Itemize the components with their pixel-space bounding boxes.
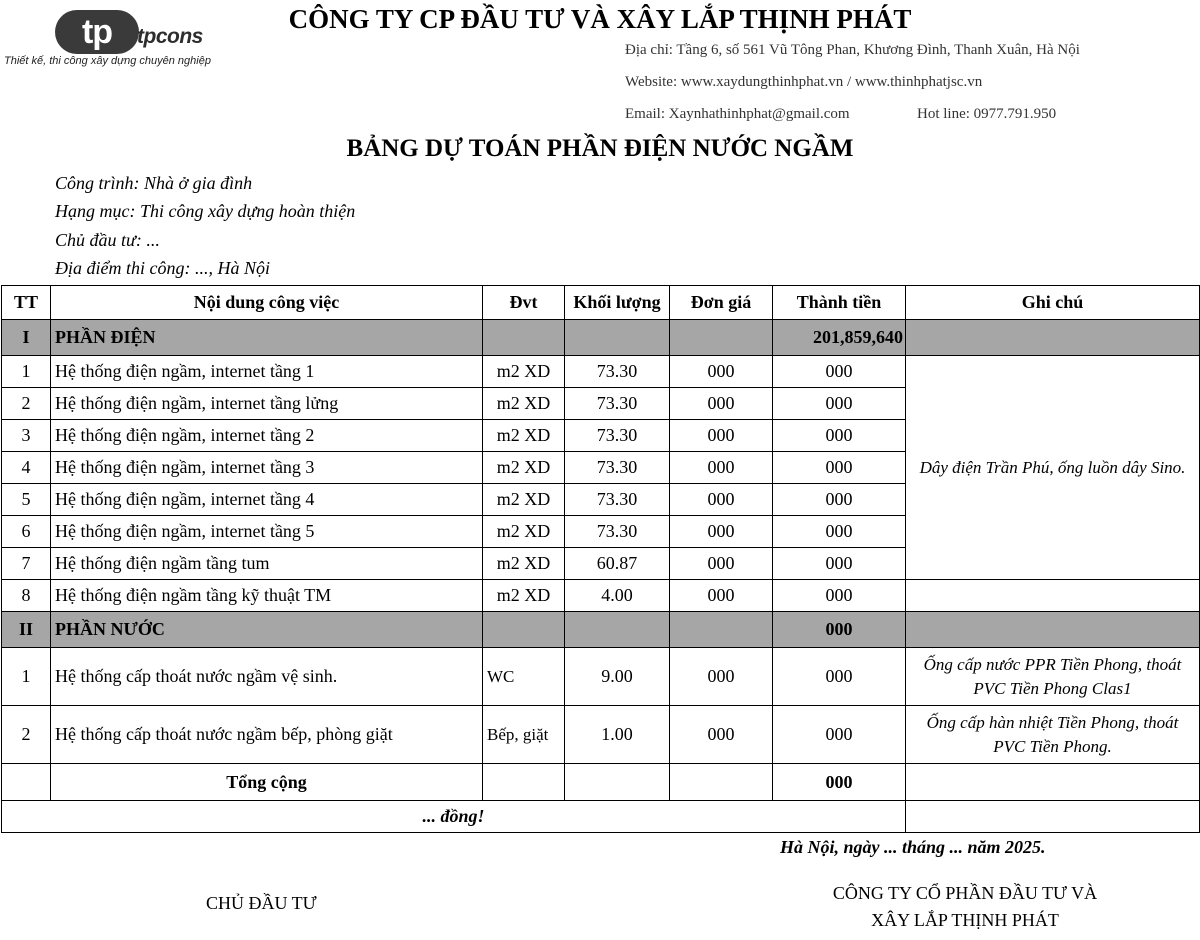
row-number: 5 xyxy=(2,484,51,516)
table-row xyxy=(2,356,1200,388)
electric-note: Dây điện Trần Phú, ống luồn dây Sino. xyxy=(906,356,1200,580)
row-number: 1 xyxy=(2,356,51,388)
row-unit: m2 XD xyxy=(483,548,565,580)
row-amount: 000 xyxy=(773,580,906,612)
header-unit-price: Đơn giá xyxy=(670,286,773,320)
row-quantity: 73.30 xyxy=(565,420,670,452)
row-quantity: 4.00 xyxy=(565,580,670,612)
section-total: 201,859,640 xyxy=(773,320,906,356)
company-email: Email: Xaynhathinhphat@gmail.com xyxy=(625,106,850,122)
investor-signature-label: CHỦ ĐẦU TƯ xyxy=(206,893,317,913)
category-line: Hạng mục: Thi công xây dựng hoàn thiện xyxy=(55,201,356,221)
row-amount: 000 xyxy=(773,420,906,452)
estimate-table xyxy=(1,285,1200,833)
header-tt: TT xyxy=(2,286,51,320)
company-website: Website: www.xaydungthinhphat.vn / www.thinhphatjsc.vn xyxy=(625,74,983,90)
amount-in-words: ... đồng! xyxy=(2,801,906,833)
row-amount: 000 xyxy=(773,548,906,580)
row-number: 1 xyxy=(2,648,51,706)
row-price: 000 xyxy=(670,706,773,764)
row-unit: m2 XD xyxy=(483,388,565,420)
row-quantity: 73.30 xyxy=(565,452,670,484)
row-price: 000 xyxy=(670,388,773,420)
row-price: 000 xyxy=(670,580,773,612)
row-unit: m2 XD xyxy=(483,356,565,388)
table-header-row xyxy=(2,286,1200,320)
location-line: Địa điểm thi công: ..., Hà Nội xyxy=(55,258,270,278)
table-row xyxy=(2,580,1200,612)
document-title: BẢNG DỰ TOÁN PHẦN ĐIỆN NƯỚC NGẦM xyxy=(346,135,854,162)
row-price: 000 xyxy=(670,356,773,388)
row-quantity: 73.30 xyxy=(565,484,670,516)
section-number: II xyxy=(2,612,51,648)
row-unit: m2 XD xyxy=(483,516,565,548)
row-price: 000 xyxy=(670,516,773,548)
row-unit: Bếp, giặt xyxy=(483,706,565,764)
row-amount: 000 xyxy=(773,484,906,516)
row-amount: 000 xyxy=(773,706,906,764)
header-amount: Thành tiền xyxy=(773,286,906,320)
company-logo: tp xyxy=(55,10,139,54)
row-note: Ống cấp hàn nhiệt Tiền Phong, thoát PVC Tiền Phong. xyxy=(906,706,1200,764)
row-number: 4 xyxy=(2,452,51,484)
row-unit: m2 XD xyxy=(483,484,565,516)
row-amount: 000 xyxy=(773,516,906,548)
row-price: 000 xyxy=(670,548,773,580)
row-content: Hệ thống điện ngầm, internet tầng 3 xyxy=(51,452,483,484)
row-content: Hệ thống điện ngầm, internet tầng 1 xyxy=(51,356,483,388)
header-quantity: Khối lượng xyxy=(565,286,670,320)
table-row xyxy=(2,706,1200,764)
row-content: Hệ thống điện ngầm tầng kỹ thuật TM xyxy=(51,580,483,612)
row-number: 3 xyxy=(2,420,51,452)
company-slogan: Thiết kế, thi công xây dựng chuyên nghiệp xyxy=(4,55,211,67)
section-name: PHẦN ĐIỆN xyxy=(51,320,483,356)
row-content: Hệ thống cấp thoát nước ngầm bếp, phòng giặt xyxy=(51,706,483,764)
project-line: Công trình: Nhà ở gia đình xyxy=(55,173,253,193)
row-quantity: 73.30 xyxy=(565,516,670,548)
section-water-row xyxy=(2,612,1200,648)
row-price: 000 xyxy=(670,484,773,516)
row-note: Ống cấp nước PPR Tiền Phong, thoát PVC Tiền Phong Clas1 xyxy=(906,648,1200,706)
row-number: 6 xyxy=(2,516,51,548)
row-quantity: 73.30 xyxy=(565,356,670,388)
section-total: 000 xyxy=(773,612,906,648)
row-number: 2 xyxy=(2,706,51,764)
company-signature-label xyxy=(800,880,1130,934)
row-quantity: 60.87 xyxy=(565,548,670,580)
row-amount: 000 xyxy=(773,356,906,388)
signing-date: Hà Nội, ngày ... tháng ... năm 2025. xyxy=(780,837,1046,857)
section-number: I xyxy=(2,320,51,356)
row-unit: m2 XD xyxy=(483,452,565,484)
row-price: 000 xyxy=(670,648,773,706)
company-sign-line2: XÂY LẮP THỊNH PHÁT xyxy=(871,910,1059,930)
table-row xyxy=(2,648,1200,706)
investor-line: Chủ đầu tư: ... xyxy=(55,230,160,250)
header-content: Nội dung công việc xyxy=(51,286,483,320)
total-value: 000 xyxy=(773,764,906,801)
row-amount: 000 xyxy=(773,452,906,484)
company-hotline: Hot line: 0977.791.950 xyxy=(917,106,1057,122)
logo-wordmark: tpcons xyxy=(137,25,203,48)
row-content: Hệ thống điện ngầm tầng tum xyxy=(51,548,483,580)
row-amount: 000 xyxy=(773,648,906,706)
row-content: Hệ thống điện ngầm, internet tầng lửng xyxy=(51,388,483,420)
row-price: 000 xyxy=(670,452,773,484)
row-quantity: 1.00 xyxy=(565,706,670,764)
amount-in-words-row xyxy=(2,801,1200,833)
row-unit: WC xyxy=(483,648,565,706)
row-quantity: 9.00 xyxy=(565,648,670,706)
total-row xyxy=(2,764,1200,801)
row-content: Hệ thống điện ngầm, internet tầng 2 xyxy=(51,420,483,452)
row-content: Hệ thống điện ngầm, internet tầng 4 xyxy=(51,484,483,516)
row-amount: 000 xyxy=(773,388,906,420)
total-label: Tổng cộng xyxy=(51,764,483,801)
row-quantity: 73.30 xyxy=(565,388,670,420)
row-unit: m2 XD xyxy=(483,420,565,452)
company-name: CÔNG TY CP ĐẦU TƯ VÀ XÂY LẮP THỊNH PHÁT xyxy=(288,4,912,34)
row-number: 8 xyxy=(2,580,51,612)
company-sign-line1: CÔNG TY CỔ PHẦN ĐẦU TƯ VÀ xyxy=(832,883,1098,903)
row-number: 2 xyxy=(2,388,51,420)
section-electric-row xyxy=(2,320,1200,356)
header-unit: Đvt xyxy=(483,286,565,320)
row-price: 000 xyxy=(670,420,773,452)
company-address: Địa chỉ: Tầng 6, số 561 Vũ Tông Phan, Khương Đình, Thanh Xuân, Hà Nội xyxy=(625,42,1080,58)
row-content: Hệ thống cấp thoát nước ngầm vệ sinh. xyxy=(51,648,483,706)
row-number: 7 xyxy=(2,548,51,580)
row-unit: m2 XD xyxy=(483,580,565,612)
section-name: PHẦN NƯỚC xyxy=(51,612,483,648)
row-content: Hệ thống điện ngầm, internet tầng 5 xyxy=(51,516,483,548)
header-note: Ghi chú xyxy=(906,286,1200,320)
